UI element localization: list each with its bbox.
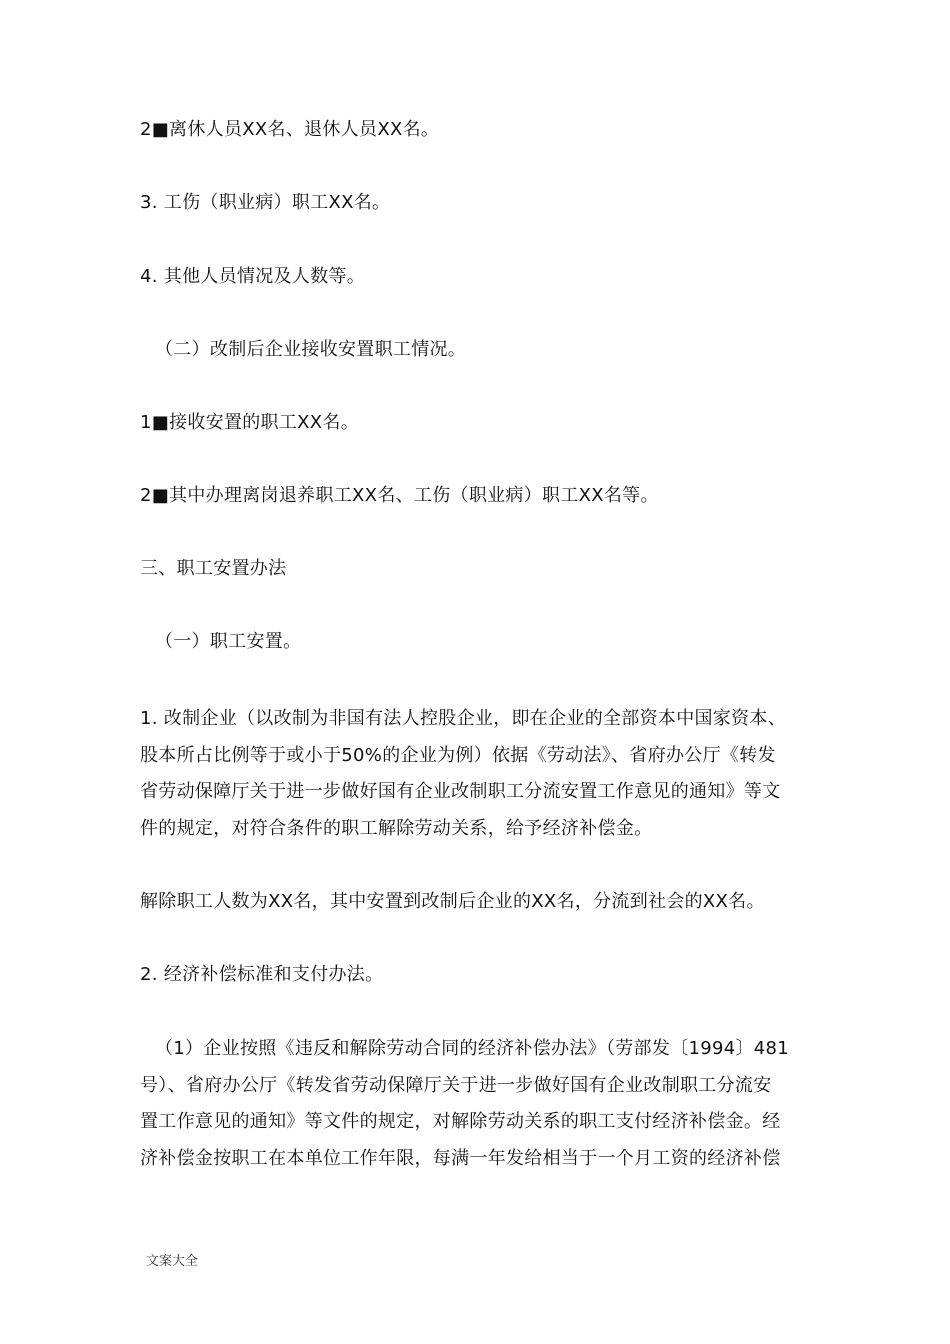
section-heading: （二）改制后企业接收安置职工情况。 [155, 339, 467, 360]
section-heading: （一）职工安置。 [155, 631, 302, 652]
paragraph-line: 2. 经济补偿标准和支付办法。 [140, 964, 384, 985]
paragraph-line: 2■其中办理离岗退养职工XX名、工伤（职业病）职工XX名等。 [140, 485, 659, 506]
paragraph-line: 置工作意见的通知》等文件的规定，对解除劳动关系的职工支付经济补偿金。经 [140, 1111, 781, 1132]
paragraph-line: 2■离休人员XX名、退休人员XX名。 [140, 119, 440, 140]
paragraph-line: 号）、省府办公厅《转发省劳动保障厅关于进一步做好国有企业改制职工分流安 [140, 1075, 772, 1096]
paragraph-line: 股本所占比例等于或小于50%的企业为例）依据《劳动法》、省府办公厅《转发 [140, 745, 776, 766]
page-footer: 文案大全 [146, 1254, 199, 1269]
paragraph-line: 省劳动保障厅关于进一步做好国有企业改制职工分流安置工作意见的通知》等文 [140, 781, 781, 802]
paragraph-line: （1）企业按照《违反和解除劳动合同的经济补偿办法》（劳部发〔1994〕481 [155, 1038, 790, 1059]
paragraph-line: 济补偿金按职工在本单位工作年限，每满一年发给相当于一个月工资的经济补偿 [140, 1148, 781, 1169]
paragraph-line: 解除职工人数为XX名，其中安置到改制后企业的XX名，分流到社会的XX名。 [140, 891, 765, 912]
section-heading: 三、职工安置办法 [140, 558, 287, 579]
paragraph-line: 3. 工伤（职业病）职工XX名。 [140, 192, 391, 213]
paragraph-line: 件的规定，对符合条件的职工解除劳动关系，给予经济补偿金。 [140, 818, 653, 839]
paragraph-line: 1■接收安置的职工XX名。 [140, 412, 360, 433]
paragraph-line: 1. 改制企业（以改制为非国有法人控股企业，即在企业的全部资本中国家资本、 [140, 708, 786, 729]
paragraph-line: 4. 其他人员情况及人数等。 [140, 266, 366, 287]
